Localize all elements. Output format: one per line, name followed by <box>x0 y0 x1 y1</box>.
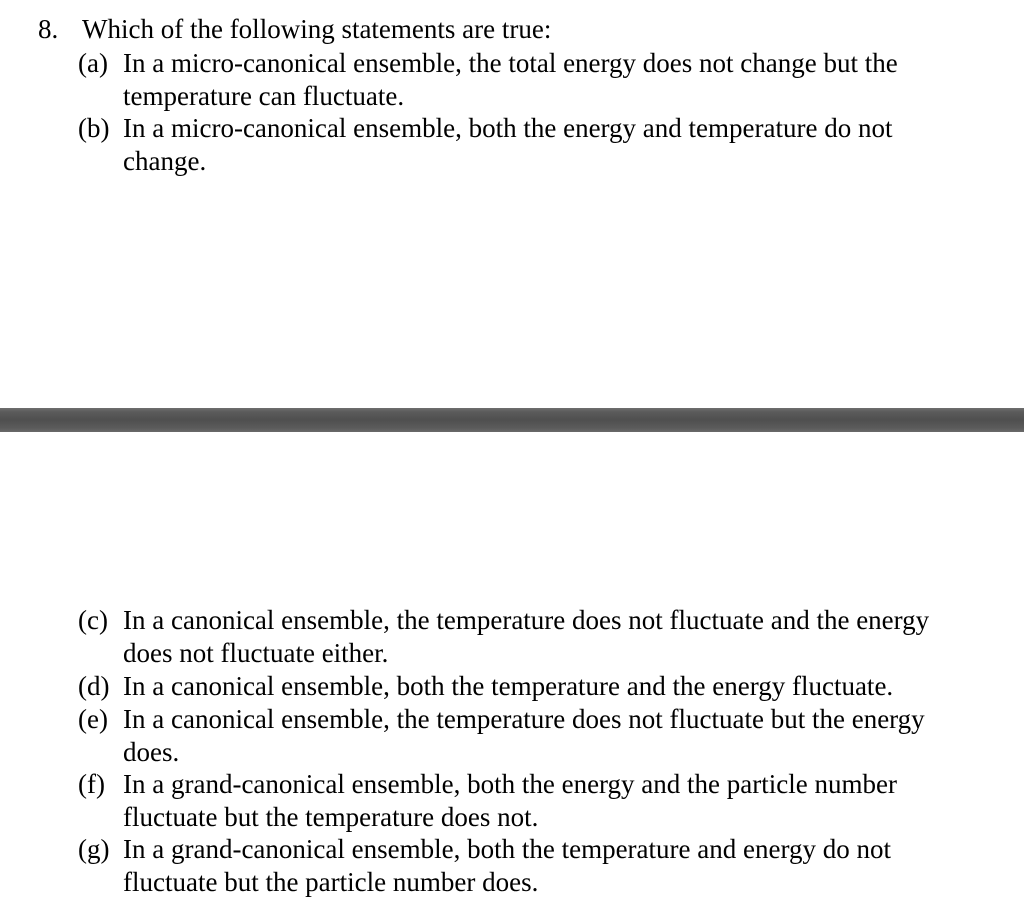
option-g-text: In a grand-canonical ensemble, both the temperature and energy do not fluctuate but the particle number does. <box>123 834 891 897</box>
option-b <box>78 112 958 178</box>
option-e-letter: (e) <box>78 704 108 734</box>
option-b-letter: (b) <box>78 113 110 143</box>
document-page-bottom <box>0 432 1024 910</box>
question-number: 8. <box>38 14 59 44</box>
document-page-top <box>0 0 1024 408</box>
option-d <box>78 670 978 703</box>
option-d-text: In a canonical ensemble, both the temperature and the energy fluctuate. <box>123 671 894 701</box>
question-prompt: Which of the following statements are true: <box>82 14 552 44</box>
option-a <box>78 47 958 113</box>
option-f-text: In a grand-canonical ensemble, both the energy and the particle number fluctuate but the temperature does not. <box>123 769 897 832</box>
option-g-letter: (g) <box>78 834 110 864</box>
option-g <box>78 833 958 899</box>
page-separator <box>0 408 1024 432</box>
option-c <box>78 604 978 670</box>
option-d-letter: (d) <box>78 671 110 701</box>
option-f-letter: (f) <box>78 769 105 799</box>
option-e-text: In a canonical ensemble, the temperature does not fluctuate but the energy does. <box>123 704 925 767</box>
option-c-letter: (c) <box>78 605 108 635</box>
option-c-text: In a canonical ensemble, the temperature does not fluctuate and the energy does not fluctuate either. <box>123 605 930 668</box>
option-a-letter: (a) <box>78 48 108 78</box>
option-b-text: In a micro-canonical ensemble, both the energy and temperature do not change. <box>123 113 893 176</box>
option-a-text: In a micro-canonical ensemble, the total energy does not change but the temperature can fluctuate. <box>123 48 898 111</box>
option-f <box>78 768 958 834</box>
option-e <box>78 703 978 769</box>
